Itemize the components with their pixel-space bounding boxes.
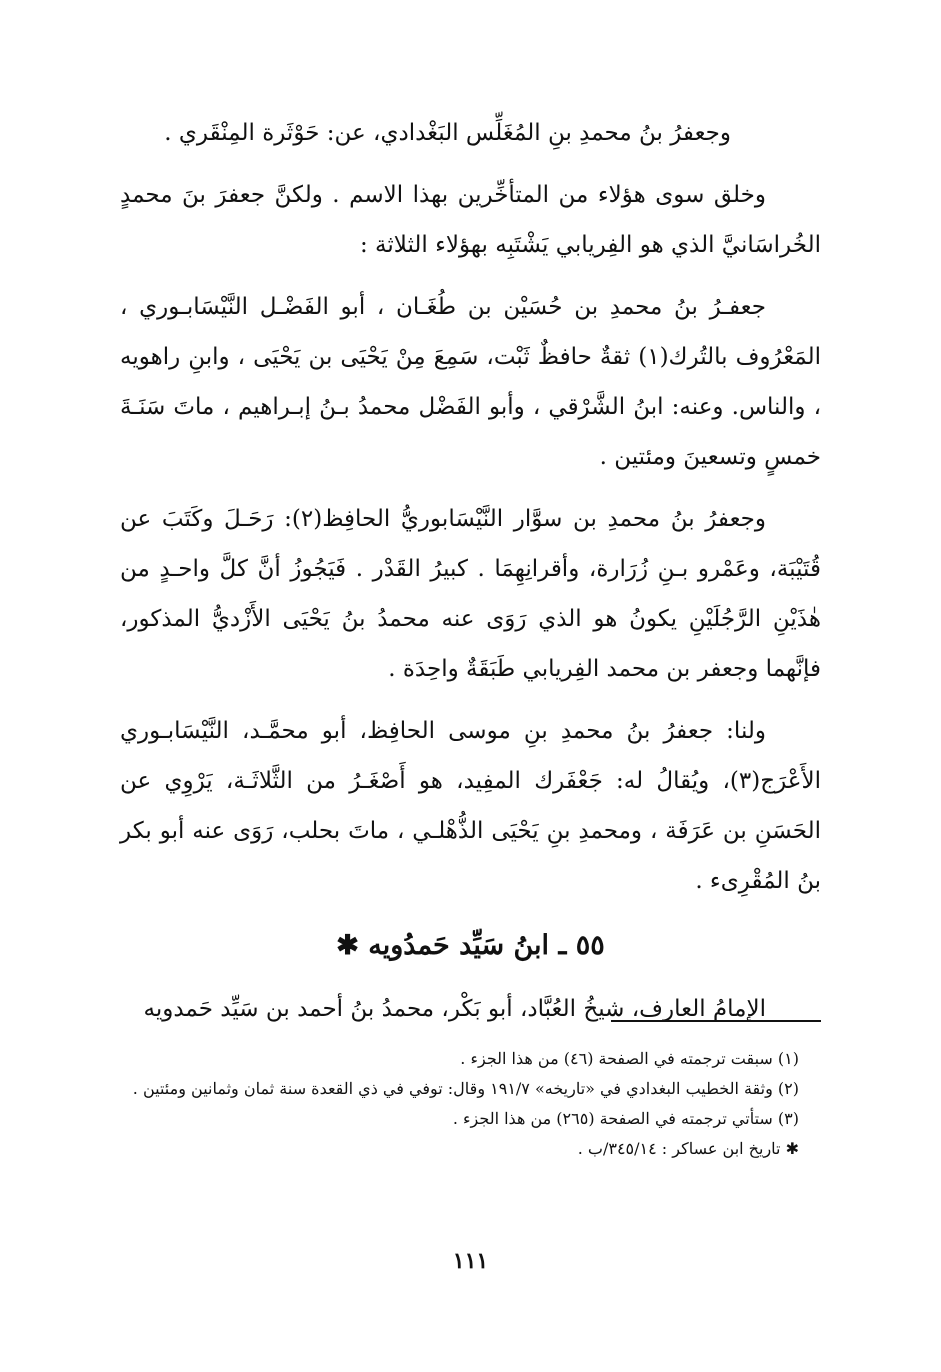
paragraph: وجعفرُ بنُ محمدِ بن سوَّار النَّيْسَابوريُّ الحافِظ(٢): رَحَـلَ وكَتَبَ عن قُتَيْبَة، وعَمْرو بـنِ زُرَارة، وأقرانِهِمَا . كبيرُ القَدْر . فَيَجُوزُ أنَّ كلَّ واحـدٍ من هٰذَيْنِ الرَّجُلَيْنِ يكونُ هو الذي رَوَى عنه محمدُ بنُ يَحْيَى الأَزْديُّ المذكور، فإنَّهما وجعفر بن محمد الفِريابي طَبَقَةٌ واحِدَة .	[120, 506, 822, 682]
footnote: (٣) ستأتي ترجمته في الصفحة (٢٦٥) من هذا الجزء .	[452, 1109, 799, 1128]
footnote: (١) سبقت ترجمته في الصفحة (٤٦) من هذا الجزء .	[460, 1049, 799, 1068]
footnote: ✱ تاريخ ابن عساكر : ٣٤٥/١٤/ب .	[577, 1139, 799, 1158]
page-number: ١١١	[452, 1248, 489, 1274]
paragraph: ولنا: جعفرُ بنُ محمدِ بنِ موسى الحافِظ، أبو محمَّـد، النَّيْسَابـوري الأَعْرَج(٣)، ويُقالُ له: جَعْفَرك المفِيد، هو أَصْغَـرُ من الثَّلاثَـة، يَرْوِي عن الحَسَنِ بن عَرَفَة ، ومحمدِ بنِ يَحْيَى الذُّهْلـي ، ماتَ بحلب، رَوَى عنه أبو بكر بنُ المُقْرِىء .	[120, 718, 821, 894]
main-text	[120, 108, 821, 1046]
footnote: (٢) وثقة الخطيب البغدادي في «تاريخه» ١٩١/٧ وقال: توفي في ذي القعدة سنة ثمان وثمانين ومئتين .	[132, 1079, 799, 1098]
section-intro: الإمامُ العارف، شيخُ العُبَّاد، أبو بَكْر، محمدُ بنُ أحمد بن سَيِّد حَمدويه	[143, 996, 766, 1022]
paragraph: وخلق سوى هؤلاء من المتأخِّرين بهذا الاسم . ولكنَّ جعفرَ بنَ محمدٍ الخُراسَانيَّ الذي هو الفِريابي يَشْتَبِه بهؤلاء الثلاثة :	[120, 182, 821, 258]
footnotes	[120, 1044, 821, 1164]
paragraph: جعفـرُ بنُ محمدِ بن حُسَيْن بن طُغَـان ، أبو الفَضْـل النَّيْسَابـوري ، المَعْرُوف بالتُرك(١) ثقةٌ حافظٌ ثَبْت، سَمِعَ مِنْ يَحْيَى بن يَحْيَى ، وابنِ راهويه ، والناس. وعنه: ابنُ الشَّرْقي ، وأبو الفَضْل محمدُ بـنُ إبـراهيم ، ماتَ سَنَـةَ خمسٍ وتسعينَ ومئتين .	[120, 294, 821, 470]
paragraph: وجعفرُ بنُ محمدِ بنِ المُغَلِّس البَغْدادي، عن: حَوْثَرة المِنْقَري .	[164, 120, 731, 146]
section-heading: ٥٥ ـ ابنُ سَيِّد حَمدُويه ✱	[336, 930, 605, 961]
footnote-divider	[611, 1020, 821, 1022]
